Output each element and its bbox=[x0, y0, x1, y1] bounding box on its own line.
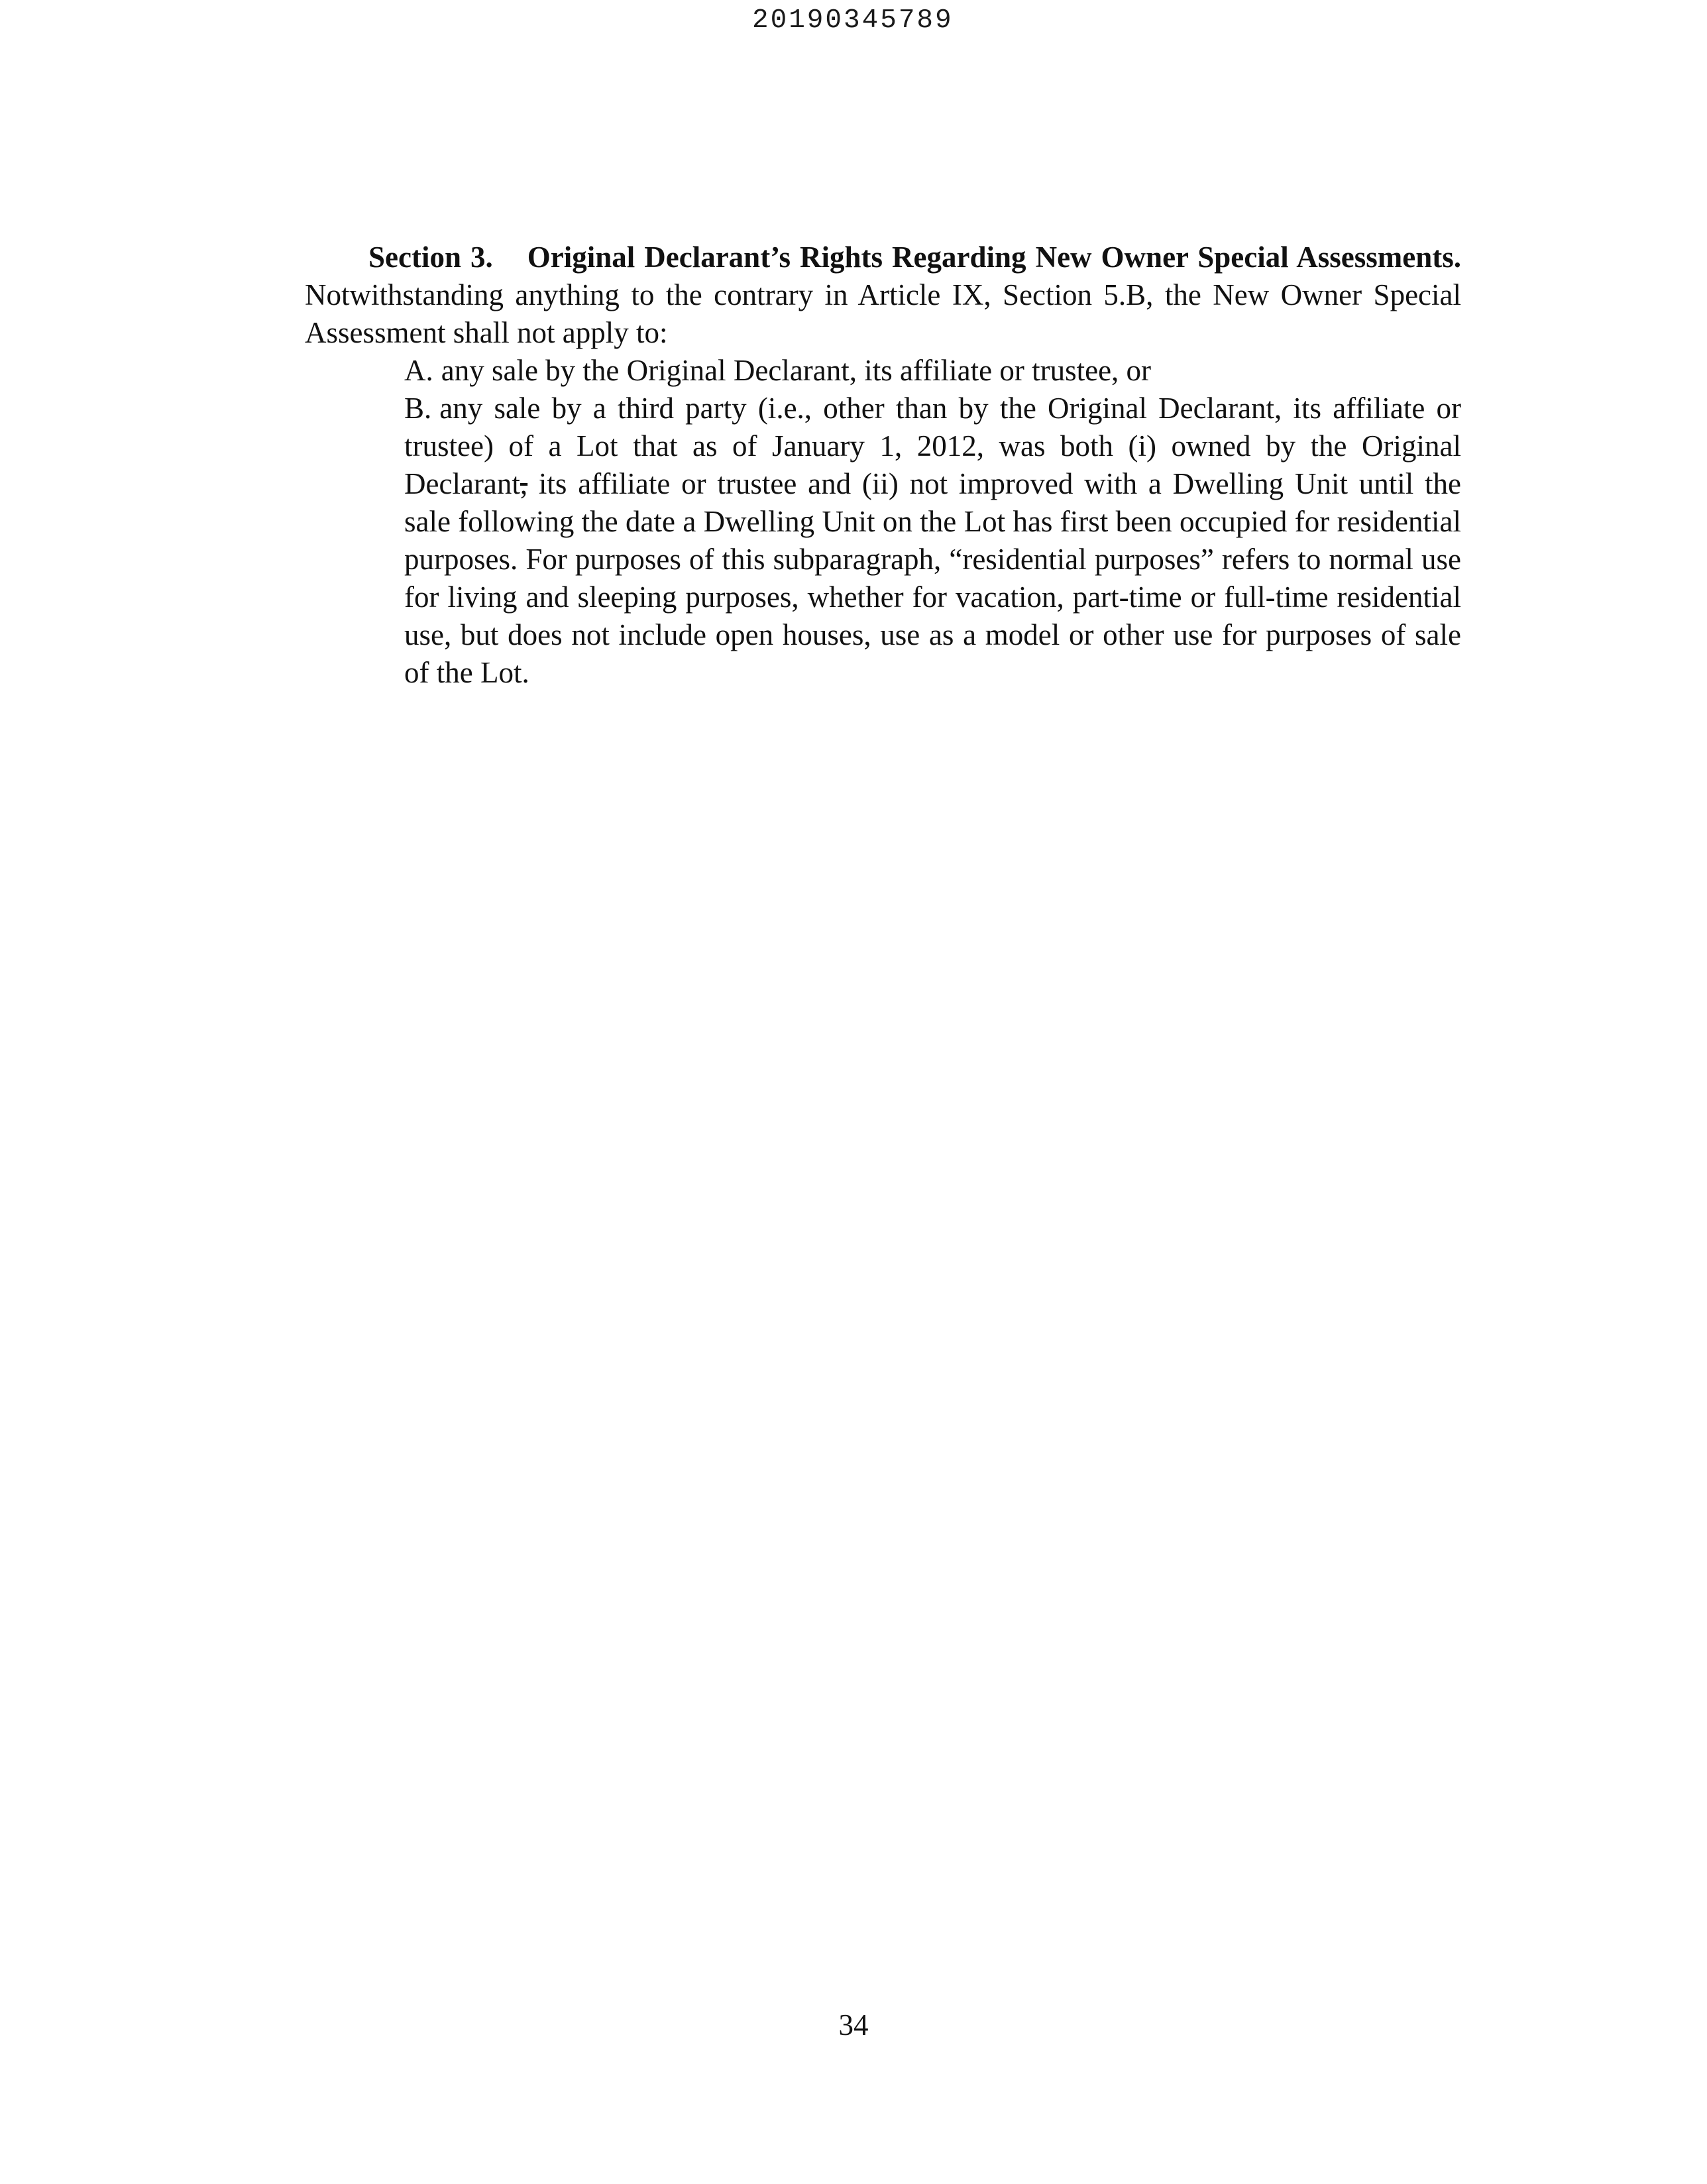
section-intro-paragraph bbox=[305, 239, 1461, 352]
section-intro-text: Notwithstanding anything to the contrary in Article IX, Section 5.B, the New Owner Special Assessment shall not apply to: bbox=[305, 278, 1461, 349]
struck-comma: , bbox=[520, 467, 528, 500]
list-item-text-part-2: its affiliate or trustee and (ii) not improved with a Dwelling Unit until the sale following the date a Dwelling Unit on the Lot has first been occupied for residential purposes. For purposes of this subparagraph, “residential purposes” refers to normal use for living and sleeping purposes, whether for vacation, part-time or full-time residential use, but does not include open houses, use as a model or other use for purposes of sale of the Lot. bbox=[404, 467, 1461, 689]
list-item-label: A. bbox=[404, 354, 433, 387]
document-number: 20190345789 bbox=[752, 5, 954, 36]
list-item-label: B. bbox=[404, 392, 432, 425]
list-item-a bbox=[404, 352, 1461, 390]
list-item-text-part-1: any sale by a third party (i.e., other than by the Original Declarant, its affiliate or trustee) of a Lot that as of January 1, 2012, was both (i) owned by the Original Declarant bbox=[404, 392, 1461, 500]
section-number: Section 3. bbox=[368, 241, 493, 274]
section-heading: Original Declarant’s Rights Regarding New Owner Special Assessments. bbox=[527, 241, 1461, 274]
page-number: 34 bbox=[838, 2008, 869, 2042]
list-item-text: any sale by the Original Declarant, its affiliate or trustee, or bbox=[441, 354, 1152, 387]
list-item-b bbox=[404, 390, 1461, 692]
section-3 bbox=[305, 239, 1461, 692]
